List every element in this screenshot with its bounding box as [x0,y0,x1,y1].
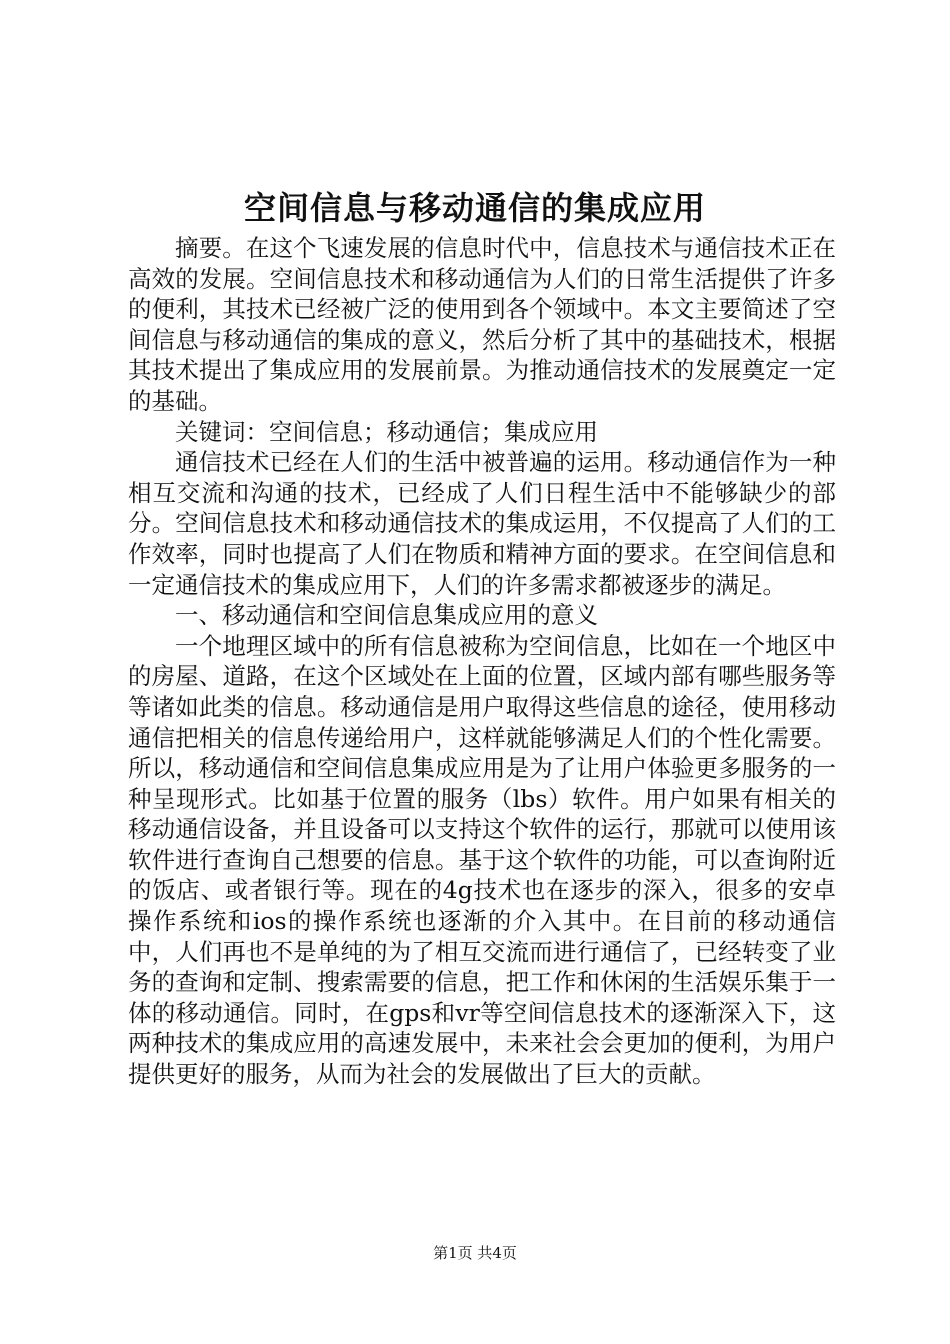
document-body [128,233,836,1090]
document-title: 空间信息与移动通信的集成应用 [243,189,706,227]
page-footer: 第1页 共4页 [433,1244,517,1262]
intro-paragraph: 通信技术已经在人们的生活中被普遍的运用。移动通信作为一种相互交流和沟通的技术，已经成了人们日程生活中不能够缺少的部分。空间信息技术和移动通信技术的集成运用，不仅提高了人们的工作效率，同时也提高了人们在物质和精神方面的要求。在空间信息和一定通信技术的集成应用下，人们的许多需求都被逐步的满足。 [128,448,836,599]
abstract-paragraph: 摘要。在这个飞速发展的信息时代中，信息技术与通信技术正在高效的发展。空间信息技术和移动通信为人们的日常生活提供了许多的便利，其技术已经被广泛的使用到各个领域中。本文主要简述了空间信息与移动通信的集成的意义，然后分析了其中的基础技术，根据其技术提出了集成应用的发展前景。为推动通信技术的发展奠定一定的基础。 [128,234,836,415]
keywords-paragraph: 关键词：空间信息；移动通信；集成应用 [175,417,598,446]
section-body-paragraph: 一个地理区域中的所有信息被称为空间信息，比如在一个地区中的房屋、道路，在这个区域处在上面的位置，区域内部有哪些服务等等诸如此类的信息。移动通信是用户取得这些信息的途径，使用移动通信把相关的信息传递给用户，这样就能够满足人们的个性化需要。所以，移动通信和空间信息集成应用是为了让用户体验更多服务的一种呈现形式。比如基于位置的服务（lbs）软件。用户如果有相关的移动通信设备，并且设备可以支持这个软件的运行，那就可以使用该软件进行查询自己想要的信息。基于这个软件的功能，可以查询附近的饭店、或者银行等。现在的4g技术也在逐步的深入，很多的安卓操作系统和ios的操作系统也逐渐的介入其中。在目前的移动通信中，人们再也不是单纯的为了相互交流而进行通信了，已经转变了业务的查询和定制、搜索需要的信息，把工作和休闲的生活娱乐集于一体的移动通信。同时，在gps和vr等空间信息技术的逐渐深入下，这两种技术的集成应用的高速发展中，未来社会会更加的便利，为用户提供更好的服务，从而为社会的发展做出了巨大的贡献。 [128,631,836,1089]
section-heading: 一、移动通信和空间信息集成应用的意义 [175,601,598,630]
